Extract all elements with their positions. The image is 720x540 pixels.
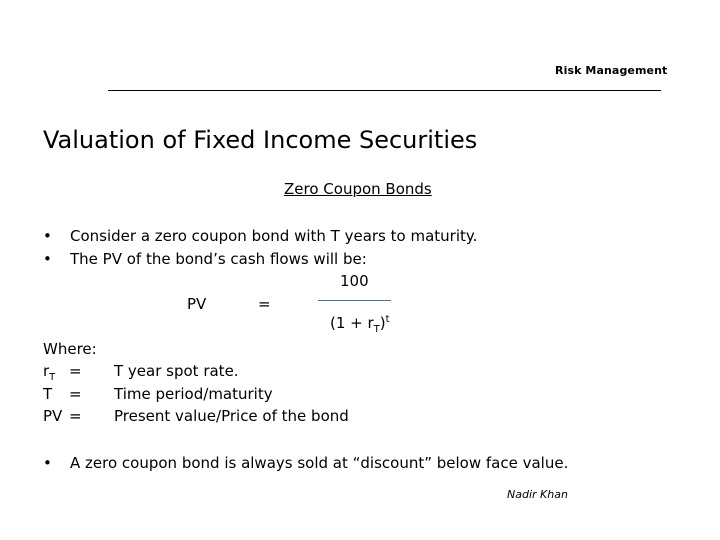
bullet-text: Consider a zero coupon bond with T years to maturity. (70, 227, 478, 245)
page-title: Valuation of Fixed Income Securities (43, 126, 478, 154)
denominator-exponent: t (385, 314, 390, 325)
section-subtitle: Zero Coupon Bonds (284, 180, 432, 198)
formula-numerator: 100 (340, 272, 369, 290)
definition-term (43, 407, 62, 425)
denominator-subscript: T (373, 324, 380, 335)
term-subscript: T (49, 372, 56, 383)
header-divider (108, 90, 661, 91)
term-symbol: r (43, 362, 50, 380)
definitions-heading: Where: (43, 340, 97, 358)
term-symbol: PV (43, 407, 63, 425)
bullet-icon: • (43, 250, 52, 268)
denominator-open: (1 + r (330, 314, 374, 332)
bullet-icon: • (43, 227, 52, 245)
definition-equals: = (69, 385, 82, 403)
definition-term (43, 385, 52, 403)
bullet-text: The PV of the bond’s cash flows will be: (70, 250, 367, 268)
definition-description: Time period/maturity (114, 385, 273, 403)
denominator-close: ) (379, 314, 386, 332)
formula-denominator (330, 314, 390, 335)
formula-lhs: PV (187, 295, 207, 313)
definition-description: Present value/Price of the bond (114, 407, 349, 425)
fraction-bar (318, 300, 391, 301)
definition-equals: = (69, 362, 82, 380)
header-label: Risk Management (555, 64, 668, 77)
definition-description: T year spot rate. (114, 362, 239, 380)
formula-equals: = (258, 295, 271, 313)
definition-term (43, 362, 55, 383)
definition-equals: = (69, 407, 82, 425)
bullet-text: A zero coupon bond is always sold at “discount” below face value. (70, 454, 569, 472)
term-symbol: T (43, 385, 53, 403)
author-credit: Nadir Khan (507, 488, 568, 501)
bullet-icon: • (43, 454, 52, 472)
